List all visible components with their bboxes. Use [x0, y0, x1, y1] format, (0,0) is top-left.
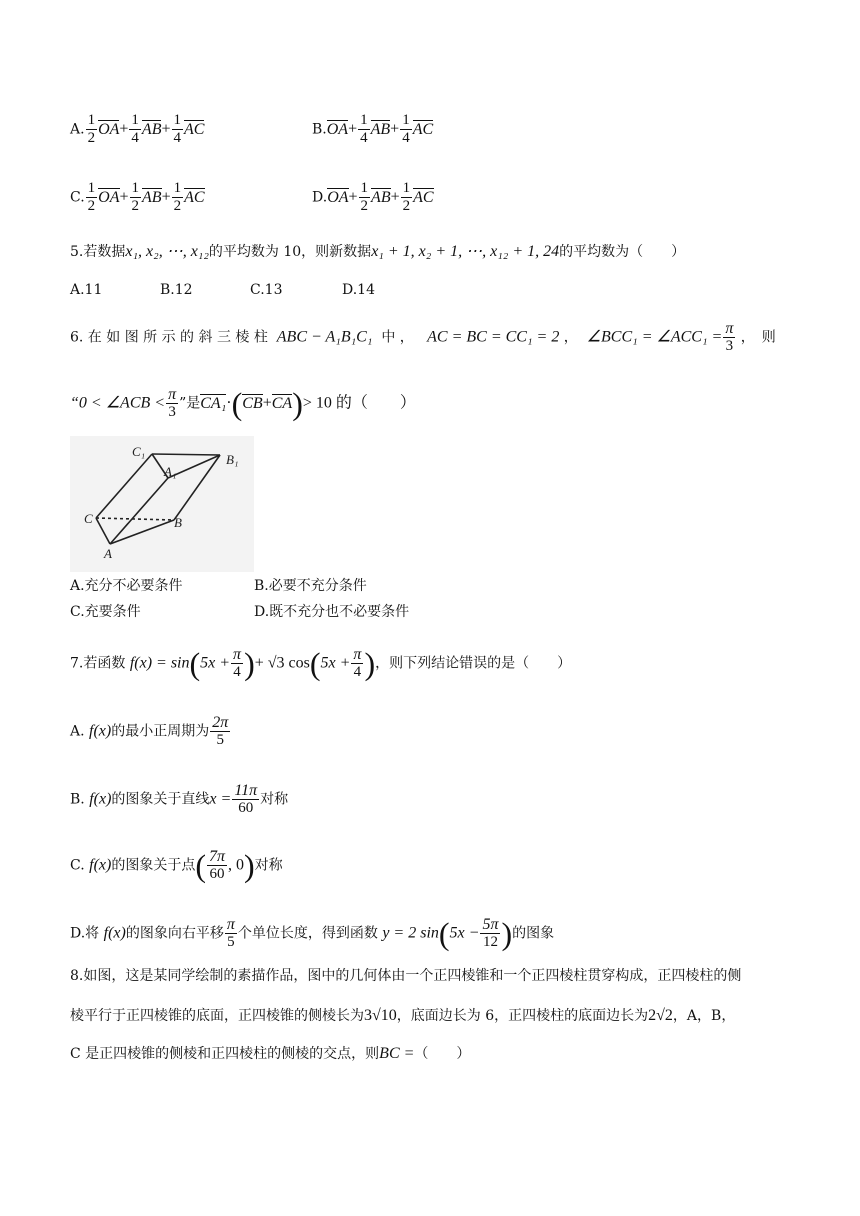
q4-option-d: D.OA+ $\frac{1}{2}$ AB+ $\frac{1}{2}$ AC — [312, 180, 434, 214]
q7-option-d: D.将 f(x)的图象向右平移 $\frac{\pi}{5}$ 个单位长度，得到函数 y = 2 sin(5x − $\frac{5\pi}{12}$ )的图象 — [70, 915, 555, 952]
q6-option-a: A.充分不必要条件 — [70, 578, 183, 594]
label-a1: A₁ — [164, 464, 177, 479]
q4-option-b: B.OA+ $\frac{1}{4}$ AB+ $\frac{1}{4}$ AC — [312, 112, 434, 146]
q6-option-d: D.既不充分也不必要条件 — [254, 604, 410, 620]
q7-option-b: B. f(x)的图象关于直线x = $\frac{11\pi}{60}$ 对称 — [70, 782, 289, 816]
q6-option-b: B.必要不充分条件 — [254, 578, 367, 594]
label-c: C — [84, 511, 93, 526]
edge-c1b1 — [152, 454, 220, 455]
label-b1: B₁ — [226, 452, 239, 467]
label-a: A — [104, 546, 112, 561]
q5-stem: 5.若数据x₁, x₂, ⋯, x₁₂的平均数为 10，则新数据x₁ + 1, x₂ + 1, ⋯, x₁₂ + 1, 24的平均数为（ ） — [70, 243, 686, 260]
q8-stem-line3: C 是正四棱锥的侧棱和正四棱柱的侧棱的交点，则BC =（ ） — [70, 1045, 471, 1062]
label-c1: C₁ — [132, 444, 146, 459]
q8-stem-line2: 棱平行于正四棱锥的底面，正四棱锥的侧棱长为3√10，底面边长为 6，正四棱柱的底面边长为2√2，A，B， — [70, 1007, 736, 1024]
label-b: B — [174, 515, 182, 530]
q8-stem-line1: 8.如图，这是某同学绘制的素描作品，图中的几何体由一个正四棱锥和一个正四棱柱贯穿构成，正四棱柱的侧 — [70, 968, 742, 984]
q5-option-d: D.14 — [342, 282, 375, 298]
q6-stem-line1: 6. 在 如 图 所 示 的 斜 三 棱 柱 ABC − A₁B₁C₁ 中 ， AC = BC = CC₁ = 2 ， ∠BCC₁ = ∠ACC₁ = $\frac{\pi}{3}$ ， 则 — [70, 320, 776, 354]
q5-option-c: C.13 — [250, 282, 283, 298]
q4-option-a: A. $\frac{1}{2}$ OA+ $\frac{1}{4}$ AB+ $\frac{1}{4}$ AC — [70, 112, 205, 146]
q6-stem-line2: “0 < ∠ACB < $\frac{\pi}{3}$ ”是CA₁·(CB+CA)> 10 的（ ） — [70, 385, 416, 422]
q7-option-a: A. f(x)的最小正周期为 $\frac{2\pi}{5}$ — [70, 714, 229, 748]
q5-option-b: B.12 — [160, 282, 193, 298]
q5-option-a: A.11 — [70, 282, 103, 298]
q7-stem: 7.若函数 f(x) = sin(5x + $\frac{\pi}{4}$ )+ √3 cos(5x + $\frac{\pi}{4}$ )，则下列结论错误的是（ ） — [70, 645, 572, 682]
prism-figure — [70, 436, 254, 572]
q4-option-c: C. $\frac{1}{2}$ OA+ $\frac{1}{2}$ AB+ $\frac{1}{2}$ AC — [70, 180, 205, 214]
q6-option-c: C.充要条件 — [70, 604, 141, 620]
q7-option-c: C. f(x)的图象关于点( $\frac{7\pi}{60}$ , 0)对称 — [70, 847, 283, 884]
